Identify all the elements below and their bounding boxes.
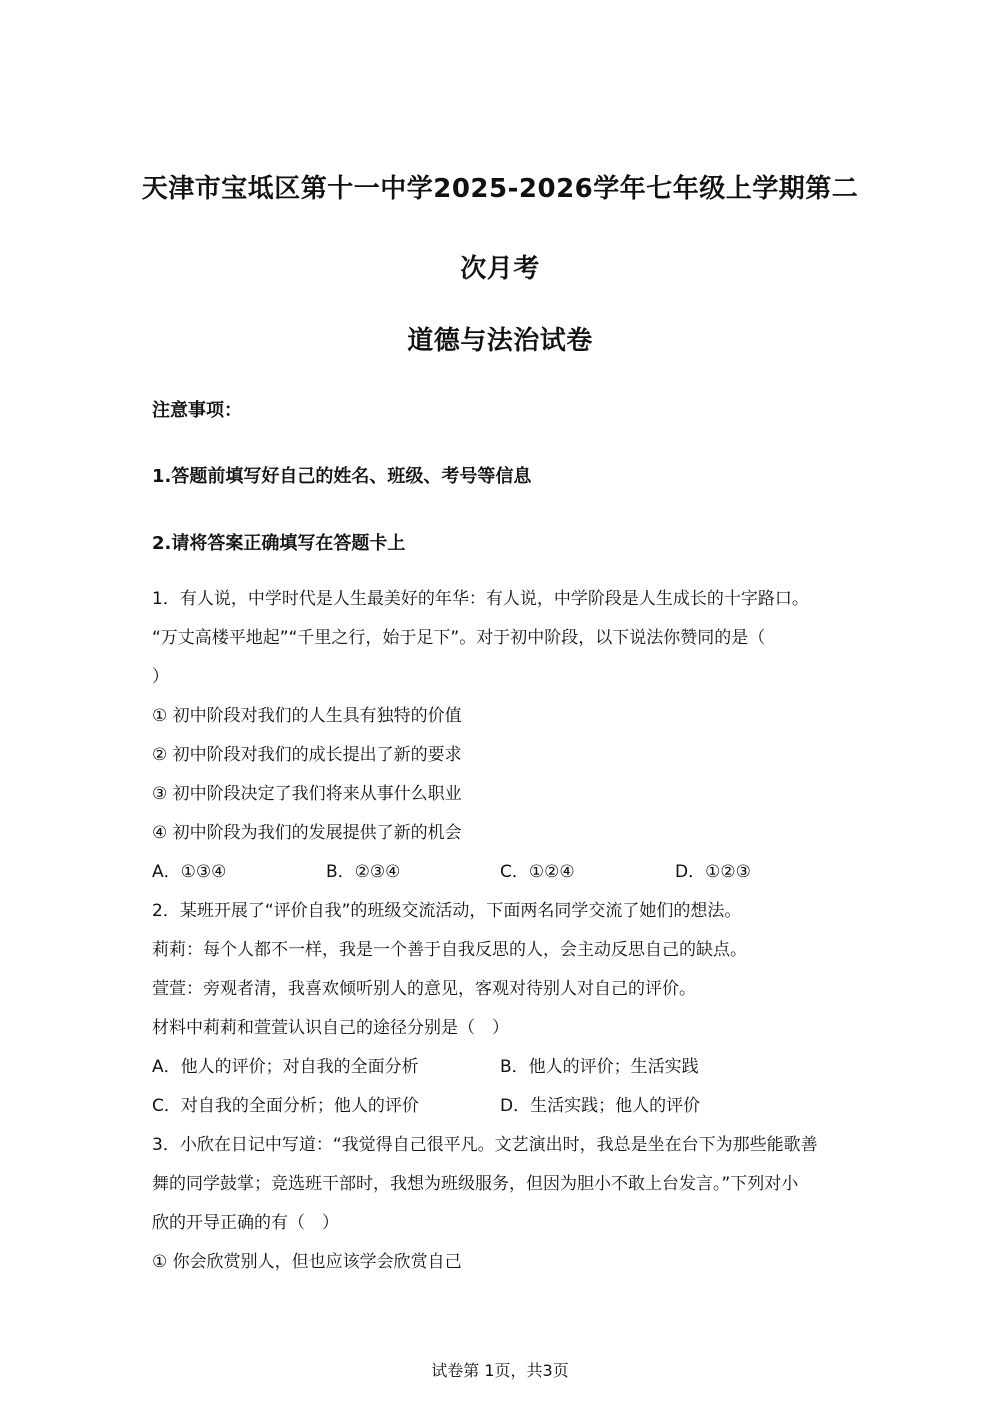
exam-subtitle: 道德与法治试卷 — [407, 326, 593, 356]
q2-option-c: C．对自我的全面分析；他人的评价 — [152, 1096, 419, 1116]
page-footer: 试卷第 1页，共3页 — [431, 1361, 569, 1380]
q1-stem-line: ） — [152, 667, 169, 687]
q1-option-c: C．①②④ — [500, 862, 575, 882]
q2-option-a: A．他人的评价；对自我的全面分析 — [152, 1057, 419, 1077]
q2-option-b: B．他人的评价；生活实践 — [500, 1057, 699, 1077]
q1-option-d: D．①②③ — [675, 862, 751, 882]
q1-statement: ④ 初中阶段为我们的发展提供了新的机会 — [152, 823, 462, 843]
exam-title-line1: 天津市宝坻区第十一中学2025-2026学年七年级上学期第二 — [141, 174, 859, 204]
q2-stem-line: 萱萱：旁观者清，我喜欢倾听别人的意见，客观对待别人对自己的评价。 — [152, 979, 696, 999]
notice-item: 2.请将答案正确填写在答题卡上 — [152, 533, 406, 554]
notice-heading: 注意事项： — [152, 400, 242, 421]
notice-item: 1.答题前填写好自己的姓名、班级、考号等信息 — [152, 466, 532, 487]
q3-stem-line: 3．小欣在日记中写道：“我觉得自己很平凡。文艺演出时，我总是坐在台下为那些能歌善 — [152, 1135, 818, 1155]
q1-option-b: B．②③④ — [326, 862, 401, 882]
q3-statement: ① 你会欣赏别人，但也应该学会欣赏自己 — [152, 1252, 462, 1272]
q2-option-d: D．生活实践；他人的评价 — [500, 1096, 701, 1116]
q1-stem-line: “万丈高楼平地起”“千里之行，始于足下”。对于初中阶段，以下说法你赞同的是（ — [152, 628, 766, 648]
exam-title-line2: 次月考 — [460, 254, 540, 284]
q3-stem-line: 舞的同学鼓掌；竞选班干部时，我想为班级服务，但因为胆小不敢上台发言。”下列对小 — [152, 1174, 799, 1194]
q1-option-a: A．①③④ — [152, 862, 227, 882]
q1-statement: ③ 初中阶段决定了我们将来从事什么职业 — [152, 784, 462, 804]
q2-stem-line: 2．某班开展了“评价自我”的班级交流活动，下面两名同学交流了她们的想法。 — [152, 901, 742, 921]
q1-statement: ① 初中阶段对我们的人生具有独特的价值 — [152, 706, 462, 726]
q1-statement: ② 初中阶段对我们的成长提出了新的要求 — [152, 745, 462, 765]
q2-stem-line: 材料中莉莉和萱萱认识自己的途径分别是（ ） — [152, 1018, 509, 1038]
q1-stem-line: 1．有人说，中学时代是人生最美好的年华：有人说，中学阶段是人生成长的十字路口。 — [152, 589, 809, 609]
q3-stem-line: 欣的开导正确的有（ ） — [152, 1213, 339, 1233]
q2-stem-line: 莉莉：每个人都不一样，我是一个善于自我反思的人，会主动反思自己的缺点。 — [152, 940, 747, 960]
